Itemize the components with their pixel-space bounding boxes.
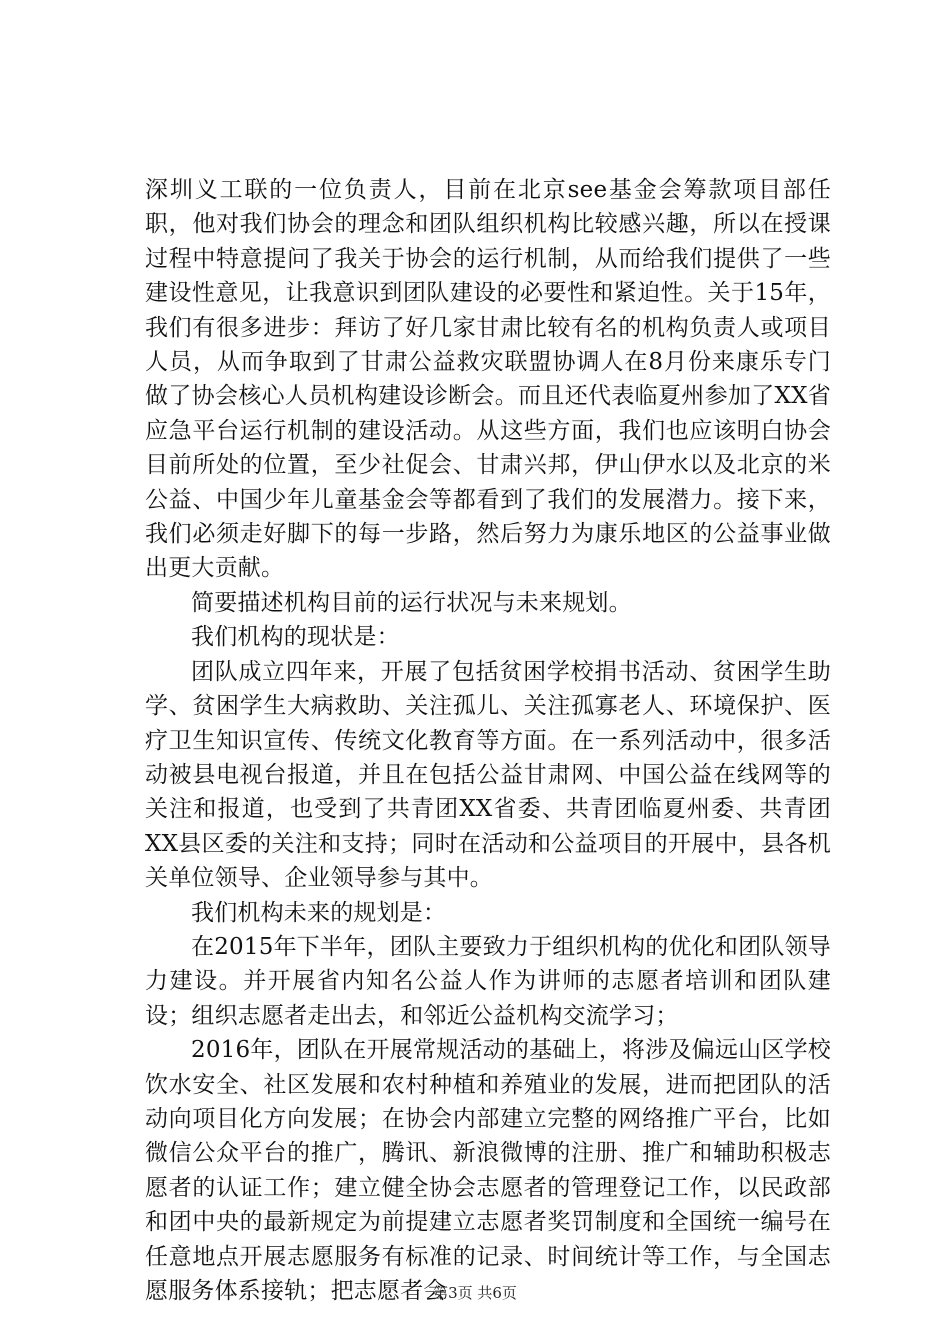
paragraph-plan-2015: 在2015年下半年，团队主要致力于组织机构的优化和团队领导力建设。并开展省内知名公益人作为讲师的志愿者培训和团队建设；组织志愿者走出去，和邻近公益机构交流学习； bbox=[145, 933, 831, 1029]
paragraph-status: 团队成立四年来，开展了包括贫困学校捐书活动、贫困学生助学、贫困学生大病救助、关注孤儿、关注孤寡老人、环境保护、医疗卫生知识宣传、传统文化教育等方面。在一系列活动中，很多活动被县电视台报道，并且在包括公益甘肃网、中国公益在线网等的关注和报道，也受到了共青团XX省委、共青团临夏州委、共青团XX县区委的关注和支持；同时在活动和公益项目的开展中，县各机关单位领导、企业领导参与其中。 bbox=[145, 658, 831, 892]
paragraph-heading-plan: 我们机构未来的规划是： bbox=[191, 899, 447, 926]
paragraph-plan-2016: 2016年，团队在开展常规活动的基础上，将涉及偏远山区学校饮水安全、社区发展和农村种植和养殖业的发展，进而把团队的活动向项目化方向发展；在协会内部建立完整的网络推广平台，比如微信公众平台的推广，腾讯、新浪微博的注册、推广和辅助积极志愿者的认证工作；建立健全协会志愿者的管理登记工作，以民政部和团中央的最新规定为前提建立志愿者奖罚制度和全国统一编号在任意地点开展志愿服务有标准的记录、时间统计等工作，与全国志愿服务体系接轨；把志愿者会 bbox=[145, 1037, 831, 1304]
paragraph-continuation: 深圳义工联的一位负责人，目前在北京see基金会筹款项目部任职，他对我们协会的理念和团队组织机构比较感兴趣，所以在授课过程中特意提问了我关于协会的运行机制，从而给我们提供了一些建设性意见，让我意识到团队建设的必要性和紧迫性。关于15年，我们有很多进步：拜访了好几家甘肃比较有名的机构负责人或项目人员，从而争取到了甘肃公益救灾联盟协调人在8月份来康乐专门做了协会核心人员机构建设诊断会。而且还代表临夏州参加了XX省应急平台运行机制的建设活动。从这些方面，我们也应该明白协会目前所处的位置，至少社促会、甘肃兴邦，伊山伊水以及北京的米公益、中国少年儿童基金会等都看到了我们的发展潜力。接下来，我们必须走好脚下的每一步路，然后努力为康乐地区的公益事业做出更大贡献。 bbox=[145, 177, 831, 582]
paragraph-heading-summary: 简要描述机构目前的运行状况与未来规划。 bbox=[191, 589, 632, 616]
document-body bbox=[145, 173, 831, 1308]
paragraph-heading-status: 我们机构的现状是： bbox=[191, 624, 400, 651]
page-number-footer: 第3页 共6页 bbox=[433, 1284, 517, 1302]
